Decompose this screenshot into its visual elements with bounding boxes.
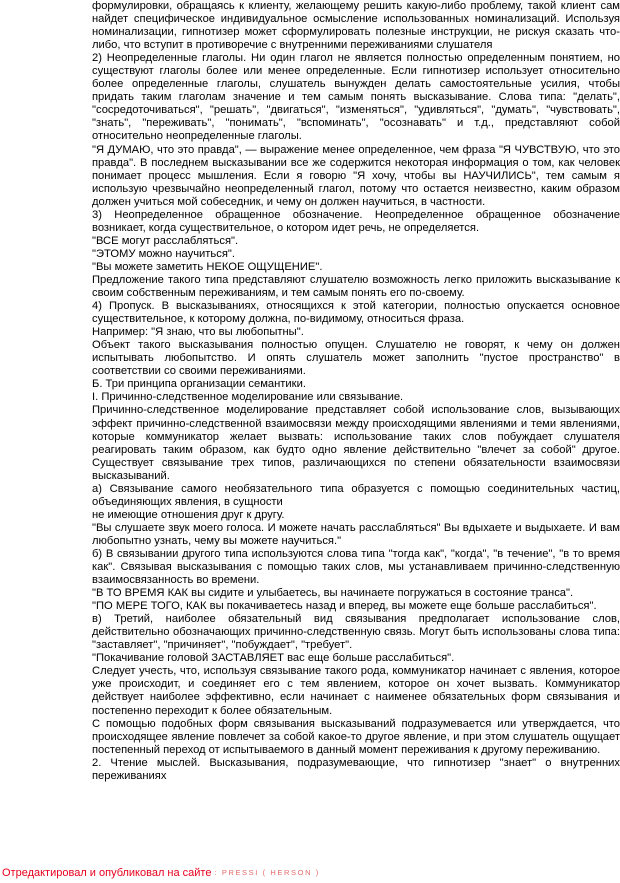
paragraph: 2. Чтение мыслей. Высказывания, подразумевающие, что гипнотизер "знает" о внутренних переживаниях [92, 756, 620, 782]
paragraph: "ЭТОМУ можно научиться". [92, 247, 235, 260]
paragraph: Причинно-следственное моделирование представляет собой использование слов, вызывающих эффект причинно-следственной взаимосвязи между происходящими явлениями и теми явлениями, которые коммуникатор желает вызвать: использование таких слов побуждает слушателя реагировать таким образом, как будто одно явление действительно "влечет за собой" другое. Существует связывание трех типов, различающихся по степени обязательности взаимосвязи высказываний. [92, 404, 620, 482]
subsection-heading: I. Причинно-следственное моделирование или связывание. [92, 391, 404, 404]
paragraph: "Я ДУМАЮ, что это правда", — выражение менее определенное, чем фраза "Я ЧУВСТВУЮ, что это правда". В последнем высказывании все же содержится некоторая информация о том, как человек понимает процесс мышления. Если я говорю "Я хочу, чтобы вы НАУЧИЛИСЬ", тем самым я использую чрезвычайно неопределенный глагол, потому что остается неизвестно, каким образом должен учиться мой собеседник, и чему он должен научиться, в частности. [92, 143, 620, 208]
paragraph: не имеющие отношения друг к другу. [92, 508, 285, 521]
paragraph: "ВСЕ могут расслабляться". [92, 234, 239, 247]
paragraph: б) В связывании другого типа используются слова типа "тогда как", "когда", "в течение", "в то время как". Связывая высказывания с помощью таких слов, мы устанавливаем причинно-следственную взаимосвязанность во времени. [92, 547, 620, 587]
paragraph: 3) Неопределенное обращенное обозначение. Неопределенное обращенное обозначение возникает, когда существительное, о котором идет речь, не определяется. [92, 208, 620, 234]
paragraph: а) Связывание самого необязательного типа образуется с помощью соединительных частиц, объединяющих явления, в сущности [92, 482, 620, 508]
paragraph: "Вы можете заметить НЕКОЕ ОЩУЩЕНИЕ". [92, 260, 323, 273]
paragraph: "ПО МЕРЕ ТОГО, КАК вы покачиваетесь назад и вперед, вы можете еще больше расслабиться". [92, 600, 597, 613]
paragraph: Например: "Я знаю, что вы любопытны". [92, 326, 304, 339]
paragraph: С помощью подобных форм связывания высказываний подразумевается или утверждается, что происходящее явление повлечет за собой какое-то другое явление, и при этом слушатель ощущает постепенный переход от испытываемого в данный момент переживания к другому переживанию. [92, 717, 620, 756]
paragraph: Объект такого высказывания полностью опущен. Слушателю не говорят, к чему он должен испытывать любопытство. И опять слушатель может заполнить "пустое пространство" в соответствии со своими переживаниями. [92, 339, 620, 378]
paragraph: "Покачивание головой ЗАСТАВЛЯЕТ вас еще больше расслабиться". [92, 652, 455, 665]
footer-text: Отредактировал и опубликовал на сайте [2, 867, 212, 879]
paragraph: Предложение такого типа представляют слушателю возможность легко приложить высказывание к своим собственным переживаниям, и тем самым понять его по-своему. [92, 273, 620, 300]
paragraph: "В ТО ВРЕМЯ КАК вы сидите и улыбаетесь, вы начинаете погружаться в состояние транса". [92, 587, 574, 600]
section-heading: Б. Три принципа организации семантики. [92, 378, 306, 391]
paragraph: 2) Неопределенные глаголы. Ни один глагол не является полностью определенным понятием, но существуют глаголы более или менее определенные. Если гипнотизер использует относительно более определенные глаголы, слушатель вынужден делать самостоятельные усилия, чтобы придать таким глаголам значение и тем самым понять высказывание. Слова типа: "делать", "сосредоточиваться", "решать", "двигаться", "изменяться", "удивляться", "думать", "чувствовать", "знать", "переживать", "понимать", "вспоминать", "осознавать" и т.д., представляют собой относительно неопределенные глаголы. [92, 52, 620, 143]
document-body [92, 0, 620, 783]
paragraph: формулировки, обращаясь к клиенту, желающему решить какую-либо проблему, такой клиент сам найдет специфическое индивидуальное осмысление использованных номинализаций. Используя номинализации, гипнотизер может сформулировать полезные инструкции, не рискуя сказать что-либо, что вступит в противоречие с внутренними переживаниями слушателя [92, 0, 620, 52]
paragraph: Следует учесть, что, используя связывание такого рода, коммуникатор начинает с явления, которое уже происходит, и соединяет его с тем явлением, которое он хочет вызвать. Коммуникатор действует наиболее эффективно, если начинает с наименее обязательных форм связывания и постепенно переходит к более обязательным. [92, 665, 620, 717]
footer-credit [2, 866, 320, 880]
paragraph: в) Третий, наиболее обязательный вид связывания предполагает использование слов, действительно обозначающих причинно-следственную связь. Могут быть использованы слова типа: "заставляет", "причиняет", "побуждает", "требует". [92, 613, 620, 652]
paragraph: 4) Пропуск. В высказываниях, относящихся к этой категории, полностью опускается основное существительное, к которому должна, по-видимому, относиться фраза. [92, 300, 620, 326]
footer-site-link[interactable]: : PRESSI ( HERSON ) [214, 868, 320, 877]
paragraph: "Вы слушаете звук моего голоса. И можете начать расслабляться" Вы вдыхаете и выдыхаете. И вам любопытно узнать, чему вы можете научиться." [92, 521, 620, 547]
